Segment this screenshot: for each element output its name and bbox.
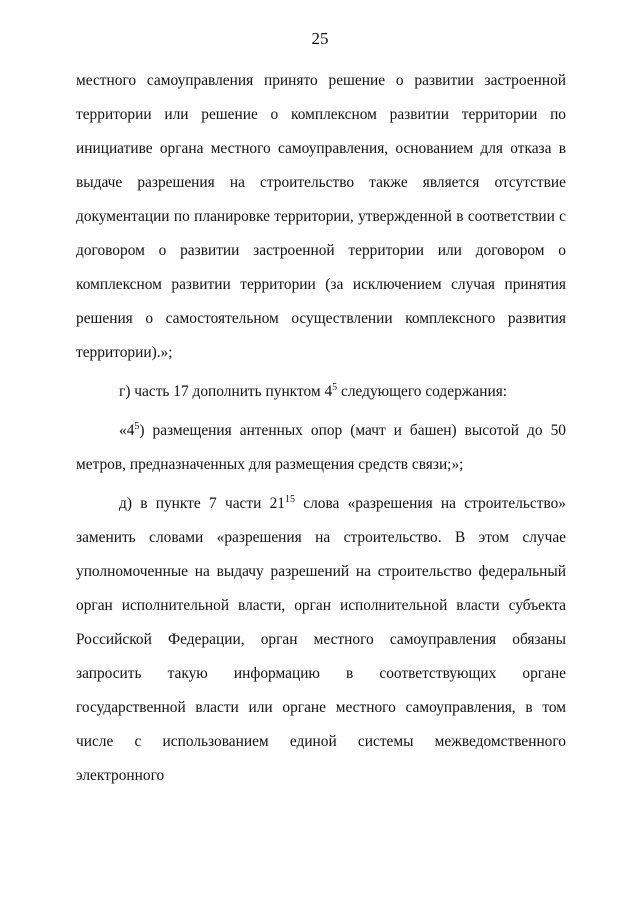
document-body <box>76 64 566 793</box>
paragraph-text: д) в пункте 7 части 21 <box>119 495 285 512</box>
paragraph-text: следующего содержания: <box>337 383 508 400</box>
paragraph-text: ) размещения антенных опор (мачт и башен) высотой до 50 метров, предназначенных для размещения средств связи;»; <box>76 422 566 473</box>
paragraph-item-g <box>76 375 566 409</box>
superscript: 15 <box>284 494 295 505</box>
paragraph-text: г) часть 17 дополнить пунктом 4 <box>119 383 333 400</box>
paragraph-text: слова «разрешения на строительство» заменить словами «разрешения на строительство. В этом случае уполномоченные на выдачу разрешений на строительство федеральный орган исполнительной власти, орган исполнительной власти субъекта Российской Федерации, орган местного самоуправления обязаны запросить такую информацию в соответствующих органе государственной власти или органе местного самоуправления, в том числе с использованием единой системы межведомственного электронного <box>76 495 566 784</box>
paragraph-text: «4 <box>119 422 135 439</box>
paragraph-quoted-item <box>76 414 566 482</box>
paragraph-item-d <box>76 487 566 793</box>
superscript: 5 <box>134 421 140 432</box>
superscript: 5 <box>332 382 338 393</box>
page-number: 25 <box>311 29 329 48</box>
paragraph-continuation: местного самоуправления принято решение о развитии застроенной территории или решение о комплексном развитии территории по инициативе органа местного самоуправления, основанием для отказа в выдаче разрешения на строительство также является отсутствие документации по планировке территории, утвержденной в соответствии с договором о развитии застроенной территории или договором о комплексном развитии территории (за исключением случая принятия решения о самостоятельном осуществлении комплексного развития территории).»; <box>76 72 566 361</box>
